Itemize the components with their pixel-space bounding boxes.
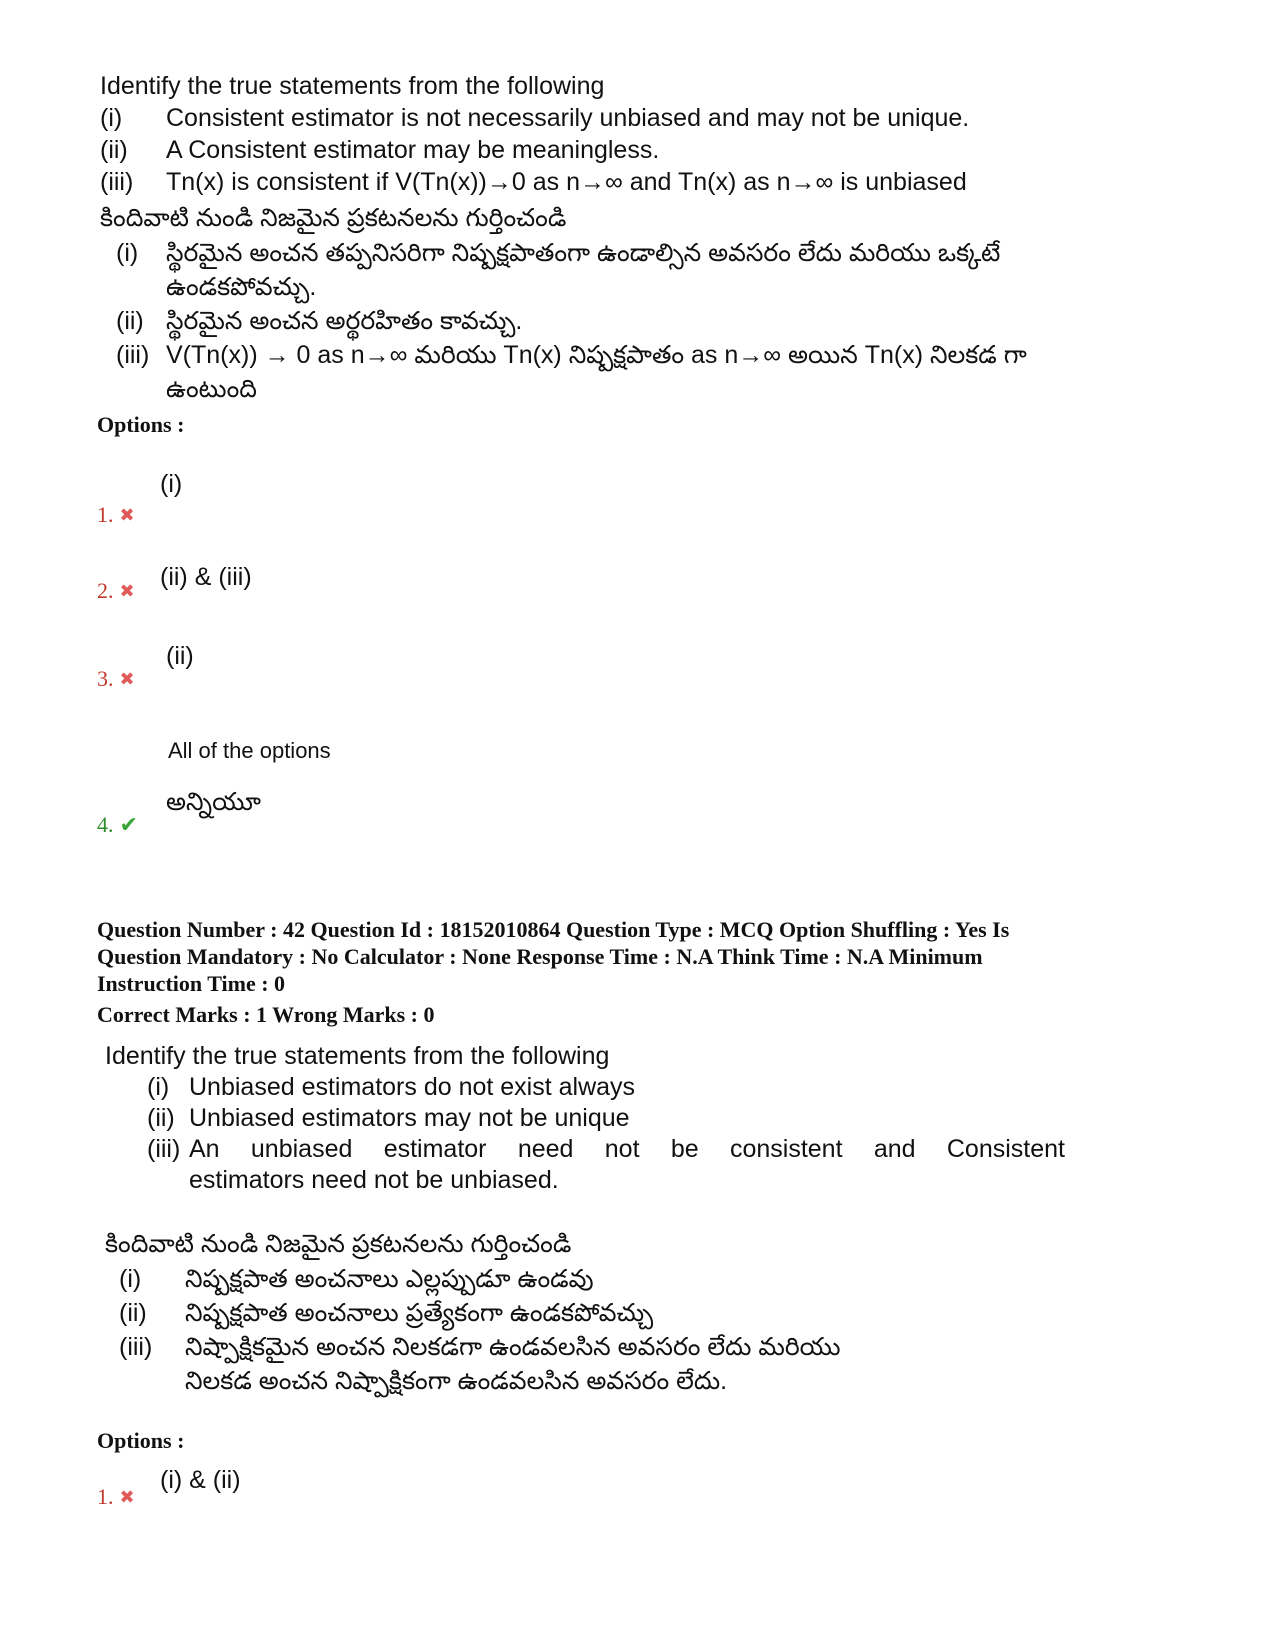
statement: (iii) An unbiased estimator need not be consistent and Consistent [147, 1135, 1065, 1163]
telugu-statement-continued: నిలకడ అంచన నిష్పాక్షికంగా ఉండవలసిన అవసరం లేదు. [185, 1367, 728, 1395]
telugu-statement: (iii) V(Tn(x)) → 0 as n→∞ మరియు Tn(x) నిష్పక్షపాతం as n→∞ అయిన Tn(x) నిలకడ గా ఉంటుంది [116, 341, 1027, 403]
option-number: 1. ✖ [97, 1484, 135, 1509]
question-1-body [100, 70, 1080, 406]
cross-icon: ✖ [119, 668, 135, 689]
option-text[interactable]: (ii) & (iii) [160, 563, 252, 591]
question-2-heading: Identify the true statements from the following [105, 1042, 610, 1070]
telugu-statement: (i) నిష్పక్షపాత అంచనాలు ఎల్లప్పుడూ ఉండవు [119, 1265, 594, 1293]
option-text-telugu: అన్నియూ [166, 788, 261, 816]
option-number: 2. ✖ [97, 578, 135, 603]
question-2-body [105, 1040, 1065, 1398]
question-2-marks: Correct Marks : 1 Wrong Marks : 0 [97, 1002, 435, 1027]
question-1-telugu-heading: కిందివాటి నుండి నిజమైన ప్రకటనలను గుర్తించండి [100, 204, 567, 232]
question-1-heading: Identify the true statements from the following [100, 72, 605, 100]
question-2-meta: Question Number : 42 Question Id : 18152010864 Question Type : MCQ Option Shuffling : Yes Is Question Mandatory : No Calculator : None Response Time : N.A Think Time : N.A Minimum Instruction Time : 0 [97, 917, 1010, 996]
option-number: 4. ✔ [97, 812, 138, 837]
cross-icon: ✖ [119, 580, 135, 601]
statement: (ii) A Consistent estimator may be meaningless. [100, 136, 660, 164]
option-text[interactable]: All of the options [168, 738, 331, 763]
option-text[interactable]: (ii) [166, 642, 194, 670]
option-text[interactable]: (i) & (ii) [160, 1466, 241, 1494]
statement: (i) Unbiased estimators do not exist always [147, 1073, 636, 1101]
statement: (iii) Tn(x) is consistent if V(Tn(x))→0 as n→∞ and Tn(x) as n→∞ is unbiased [100, 168, 967, 196]
statement: (i) Consistent estimator is not necessarily unbiased and may not be unique. [100, 104, 970, 132]
check-icon: ✔ [119, 812, 138, 837]
option-number: 3. ✖ [97, 666, 135, 691]
options-label: Options : [97, 1428, 185, 1453]
statement: (ii) Unbiased estimators may not be unique [147, 1104, 630, 1132]
telugu-statement: (ii) స్థిరమైన అంచన అర్థరహితం కావచ్చు. [116, 307, 523, 335]
cross-icon: ✖ [119, 504, 135, 525]
telugu-statement: (iii) నిష్పాక్షికమైన అంచన నిలకడగా ఉండవలసిన అవసరం లేదు మరియు [119, 1333, 841, 1361]
question-2-telugu-heading: కిందివాటి నుండి నిజమైన ప్రకటనలను గుర్తించండి [105, 1230, 572, 1258]
telugu-statement: (i) స్థిరమైన అంచన తప్పనిసరిగా నిష్పక్షపాతంగా ఉండాల్సిన అవసరం లేదు మరియు ఒక్కటే ఉండకపోవచ్చు. [116, 239, 1001, 301]
options-label: Options : [97, 412, 185, 437]
statement-continued: estimators need not be unbiased. [189, 1166, 559, 1194]
option-number: 1. ✖ [97, 502, 135, 527]
option-text[interactable]: (i) [160, 470, 183, 498]
telugu-statement: (ii) నిష్పక్షపాత అంచనాలు ప్రత్యేకంగా ఉండకపోవచ్చు [119, 1299, 654, 1327]
cross-icon: ✖ [119, 1486, 135, 1507]
